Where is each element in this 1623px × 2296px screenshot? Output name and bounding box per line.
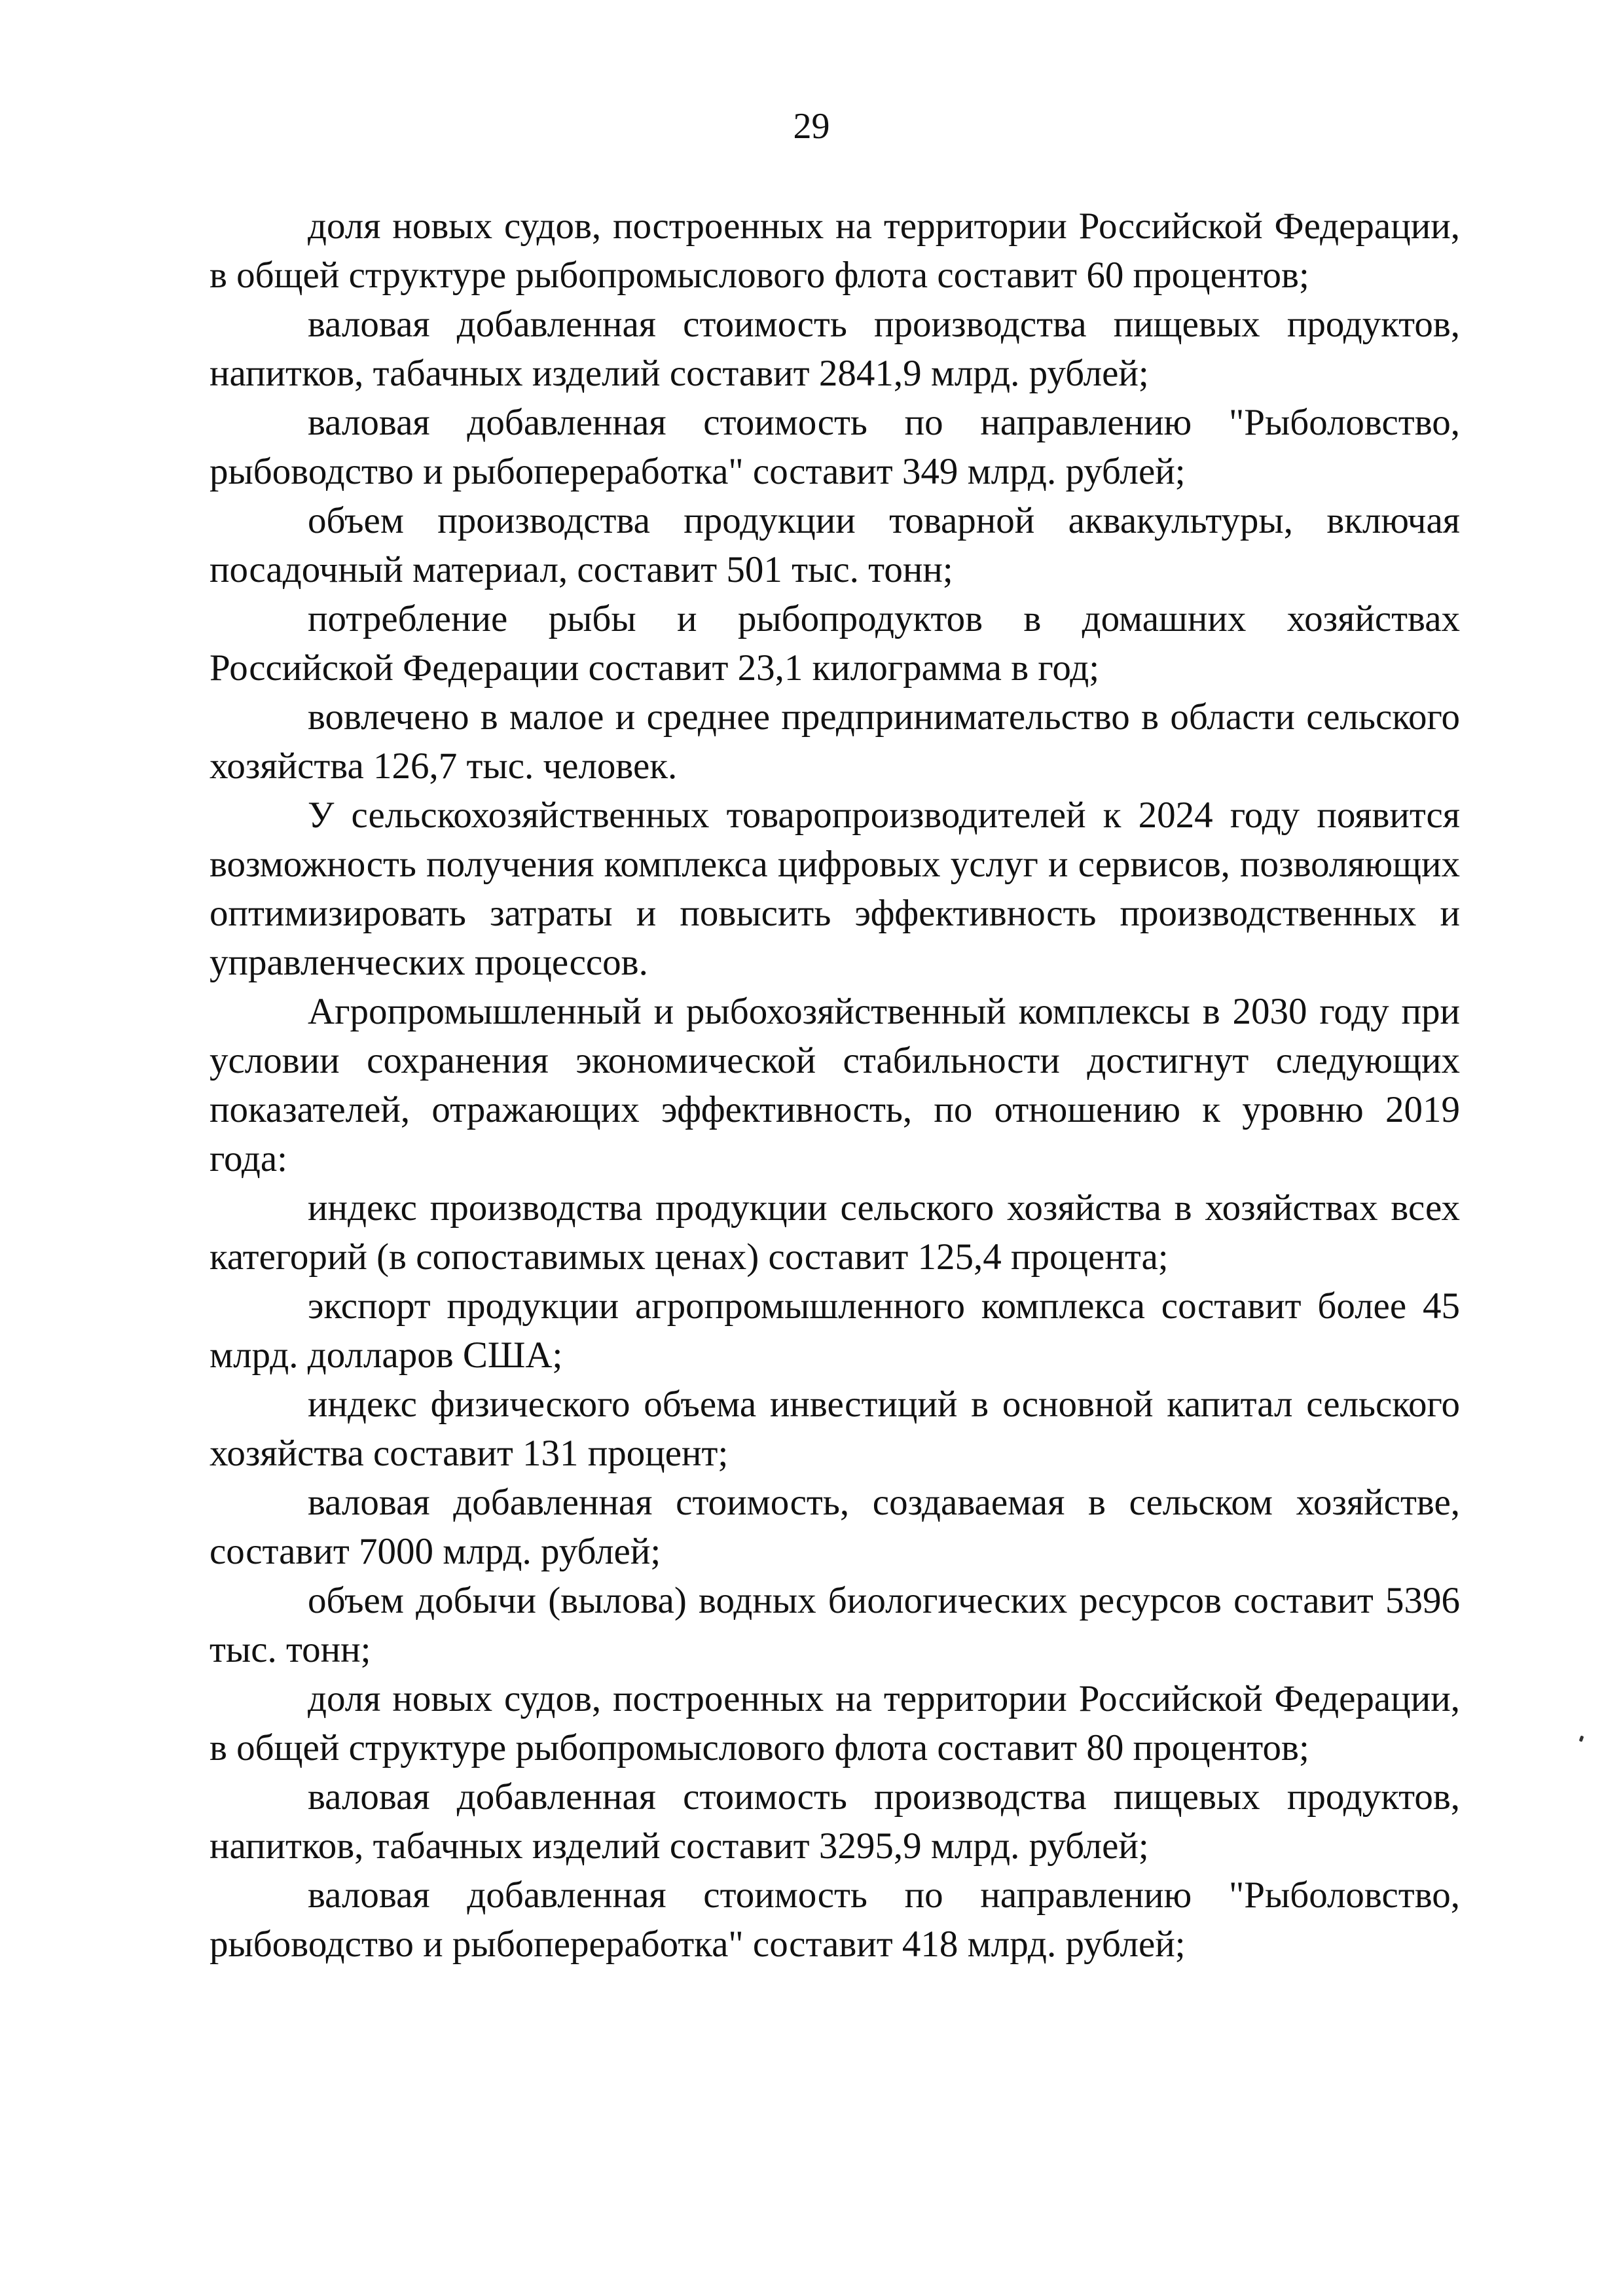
- scan-speck: [1579, 1735, 1584, 1742]
- paragraph-agri-index-2030: индекс производства продукции сельского хозяйства в хозяйствах всех категорий (в сопоставимых ценах) составит 125,4 процента;: [210, 1187, 1460, 1278]
- paragraph-investment-index-2030: индекс физического объема инвестиций в основной капитал сельского хозяйства составит 131 процент;: [210, 1384, 1460, 1474]
- paragraph-food-gva-2030: валовая добавленная стоимость производства пищевых продуктов, напитков, табачных изделий составит 3295,9 млрд. рублей;: [210, 1776, 1460, 1867]
- paragraph-export-2030: экспорт продукции агропромышленного комплекса составит более 45 млрд. долларов США;: [210, 1285, 1460, 1376]
- page-number: 29: [793, 106, 830, 147]
- paragraph-ship-share-2024: доля новых судов, построенных на территории Российской Федерации, в общей структуре рыбопромыслового флота составит 60 процентов;: [210, 206, 1460, 296]
- paragraph-2030-intro: Агропромышленный и рыбохозяйственный комплексы в 2030 году при условии сохранения экономической стабильности достигнут следующих показателей, отражающих эффективность, по отношению к уровню 2019 года:: [210, 991, 1460, 1179]
- paragraph-digital-services: У сельскохозяйственных товаропроизводителей к 2024 году появится возможность получения комплекса цифровых услуг и сервисов, позволяющих оптимизировать затраты и повысить эффективность производственных и управленческих процессов.: [210, 795, 1460, 983]
- paragraph-catch-volume-2030: объем добычи (вылова) водных биологических ресурсов составит 5396 тыс. тонн;: [210, 1580, 1460, 1670]
- paragraph-food-gva-2024: валовая добавленная стоимость производства пищевых продуктов, напитков, табачных изделий составит 2841,9 млрд. рублей;: [210, 304, 1460, 394]
- paragraph-fishery-gva-2030: валовая добавленная стоимость по направлению "Рыболовство, рыбоводство и рыбопереработка" составит 418 млрд. рублей;: [210, 1874, 1460, 1965]
- paragraph-ship-share-2030: доля новых судов, построенных на территории Российской Федерации, в общей структуре рыбопромыслового флота составит 80 процентов;: [210, 1678, 1460, 1768]
- paragraph-aquaculture-2024: объем производства продукции товарной аквакультуры, включая посадочный материал, составит 501 тыс. тонн;: [210, 500, 1460, 590]
- paragraph-fish-consumption-2024: потребление рыбы и рыбопродуктов в домашних хозяйствах Российской Федерации составит 23,1 килограмма в год;: [210, 598, 1460, 689]
- paragraph-small-business-2024: вовлечено в малое и среднее предпринимательство в области сельского хозяйства 126,7 тыс. человек.: [210, 696, 1460, 787]
- paragraph-agri-gva-2030: валовая добавленная стоимость, создаваемая в сельском хозяйстве, составит 7000 млрд. рублей;: [210, 1482, 1460, 1572]
- paragraph-fishery-gva-2024: валовая добавленная стоимость по направлению "Рыболовство, рыбоводство и рыбопереработка" составит 349 млрд. рублей;: [210, 402, 1460, 492]
- document-body: [210, 202, 1460, 1969]
